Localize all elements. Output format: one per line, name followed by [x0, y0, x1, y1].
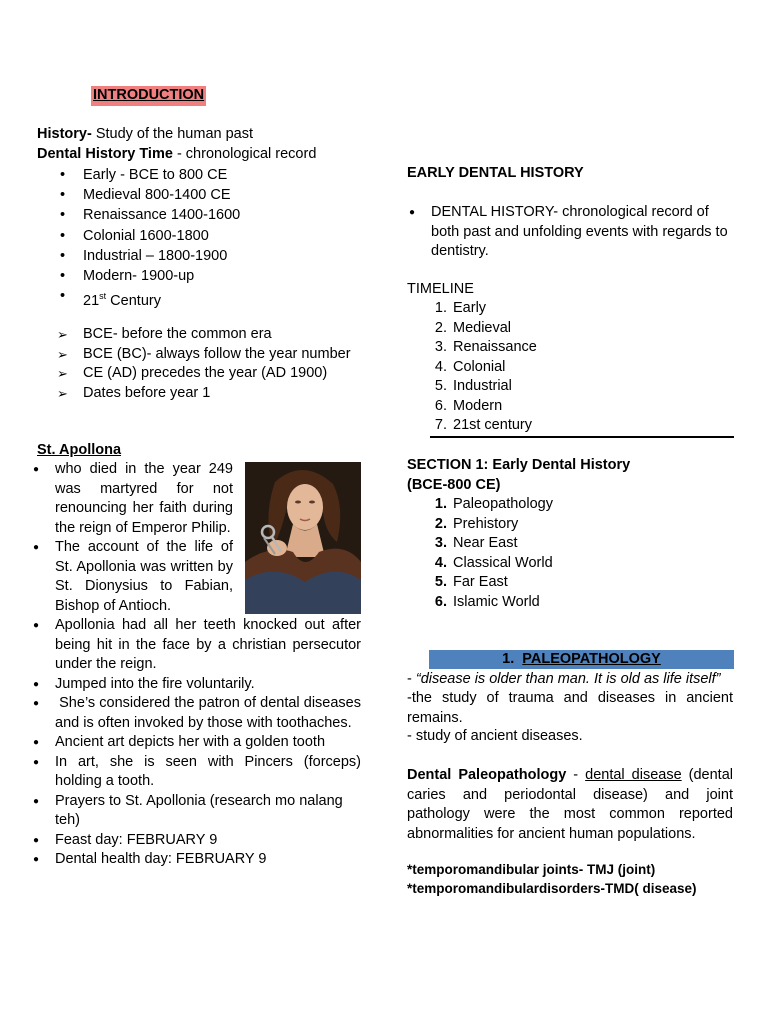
fact-item: ● Ancient art depicts her with a golden tooth — [31, 733, 361, 753]
period-item: • Early - BCE to 800 CE — [57, 165, 357, 185]
timeline-item: 4. Colonial — [434, 358, 506, 375]
section1-subheading: (BCE-800 CE) — [407, 477, 501, 493]
timeline-item: 2. Medieval — [434, 319, 512, 336]
timeline-list — [429, 299, 729, 436]
period-item: • Renaissance 1400-1600 — [57, 205, 357, 225]
paleopathology-heading: 1. PALEOPATHOLOGY — [502, 651, 661, 667]
paleo-quote: - “disease is older than man. It is old as life itself” — [407, 671, 721, 687]
timeline-item: 5. Industrial — [434, 378, 512, 394]
section1-item: 3. Near East — [434, 535, 518, 551]
fact-item: ● Prayers to St. Apollonia (research mo nalang teh) — [31, 792, 361, 831]
dental-history-definition-list — [407, 203, 733, 262]
fact-item: ● Apollonia had all her teeth knocked out after being hit in the face by a christian persecutor under the reign. — [31, 616, 361, 675]
section1-item: 1. Paleopathology — [434, 496, 553, 512]
section1-item: 4. Classical World — [434, 554, 553, 571]
timeline-item: 3. Renaissance — [434, 339, 537, 355]
fact-item: ● who died in the year 249 was martyred for not renouncing her faith during the reign of Emperor Philip. — [31, 460, 233, 538]
note-item: ➢ CE (AD) precedes the year (AD 1900) — [57, 364, 361, 384]
introduction-heading: INTRODUCTION — [91, 86, 206, 106]
period-item: • 21st Century — [57, 286, 357, 311]
apollona-heading: St. Apollona — [37, 442, 122, 458]
paleo-definition: -the study of trauma and diseases in ancient remains. — [407, 690, 733, 726]
section1-list — [429, 495, 729, 612]
fact-item: ● Jumped into the fire voluntarily. — [31, 675, 361, 695]
section1-heading: SECTION 1: Early Dental History — [407, 457, 631, 473]
timeline-item: 1. Early — [434, 300, 487, 316]
timeline-heading: TIMELINE — [407, 281, 474, 297]
note-item: ➢ BCE- before the common era — [57, 325, 361, 345]
fact-item: ● Dental health day: FEBRUARY 9 — [31, 850, 361, 870]
st-apollonia-painting — [245, 462, 361, 614]
fact-item: ● She’s considered the patron of dental diseases and is often invoked by those with toothaches. — [31, 694, 361, 733]
tmd-note: *temporomandibulardisorders-TMD( disease) — [407, 881, 697, 896]
fact-item: ● In art, she is seen with Pincers (forceps) holding a tooth. — [31, 753, 361, 792]
note-item: ➢ Dates before year 1 — [57, 384, 361, 404]
paleo-study-note: - study of ancient diseases. — [407, 728, 583, 744]
timeline-item: 7. 21st century — [434, 417, 532, 433]
period-item: • Modern- 1900-up — [57, 266, 357, 286]
period-item: • Medieval 800-1400 CE — [57, 185, 357, 205]
period-item: • Colonial 1600-1800 — [57, 226, 357, 246]
tmj-note: *temporomandibular joints- TMJ (joint) — [407, 862, 656, 877]
note-item: ➢ BCE (BC)- always follow the year number — [57, 345, 361, 365]
section1-item: 6. Islamic World — [434, 593, 540, 610]
painting-image — [245, 462, 361, 614]
dental-history-definition: ● DENTAL HISTORY- chronological record of both past and unfolding events with regards to dentistry. — [407, 203, 733, 262]
era-notes-list — [57, 325, 361, 403]
dental-paleopathology-paragraph: Dental Paleopathology - dental disease (dental caries and periodontal disease) and joint pathology were the most common reported abnormalities for ancient human populations. — [407, 767, 733, 842]
period-list — [57, 165, 357, 311]
fact-item: ● Feast day: FEBRUARY 9 — [31, 831, 361, 851]
divider — [430, 436, 734, 438]
section1-item: 2. Prehistory — [434, 515, 519, 532]
period-item: • Industrial – 1800-1900 — [57, 246, 357, 266]
section1-item: 5. Far East — [434, 574, 508, 590]
timeline-item: 6. Modern — [434, 397, 503, 414]
early-dental-history-heading: EARLY DENTAL HISTORY — [407, 165, 584, 181]
history-definition: History- Study of the human past — [37, 126, 254, 142]
fact-item: ● The account of the life of St. Apollonia was written by St. Dionysius to Fabian, Bishop of Antioch. — [31, 538, 233, 616]
dental-history-time: Dental History Time - chronological record — [37, 146, 317, 162]
